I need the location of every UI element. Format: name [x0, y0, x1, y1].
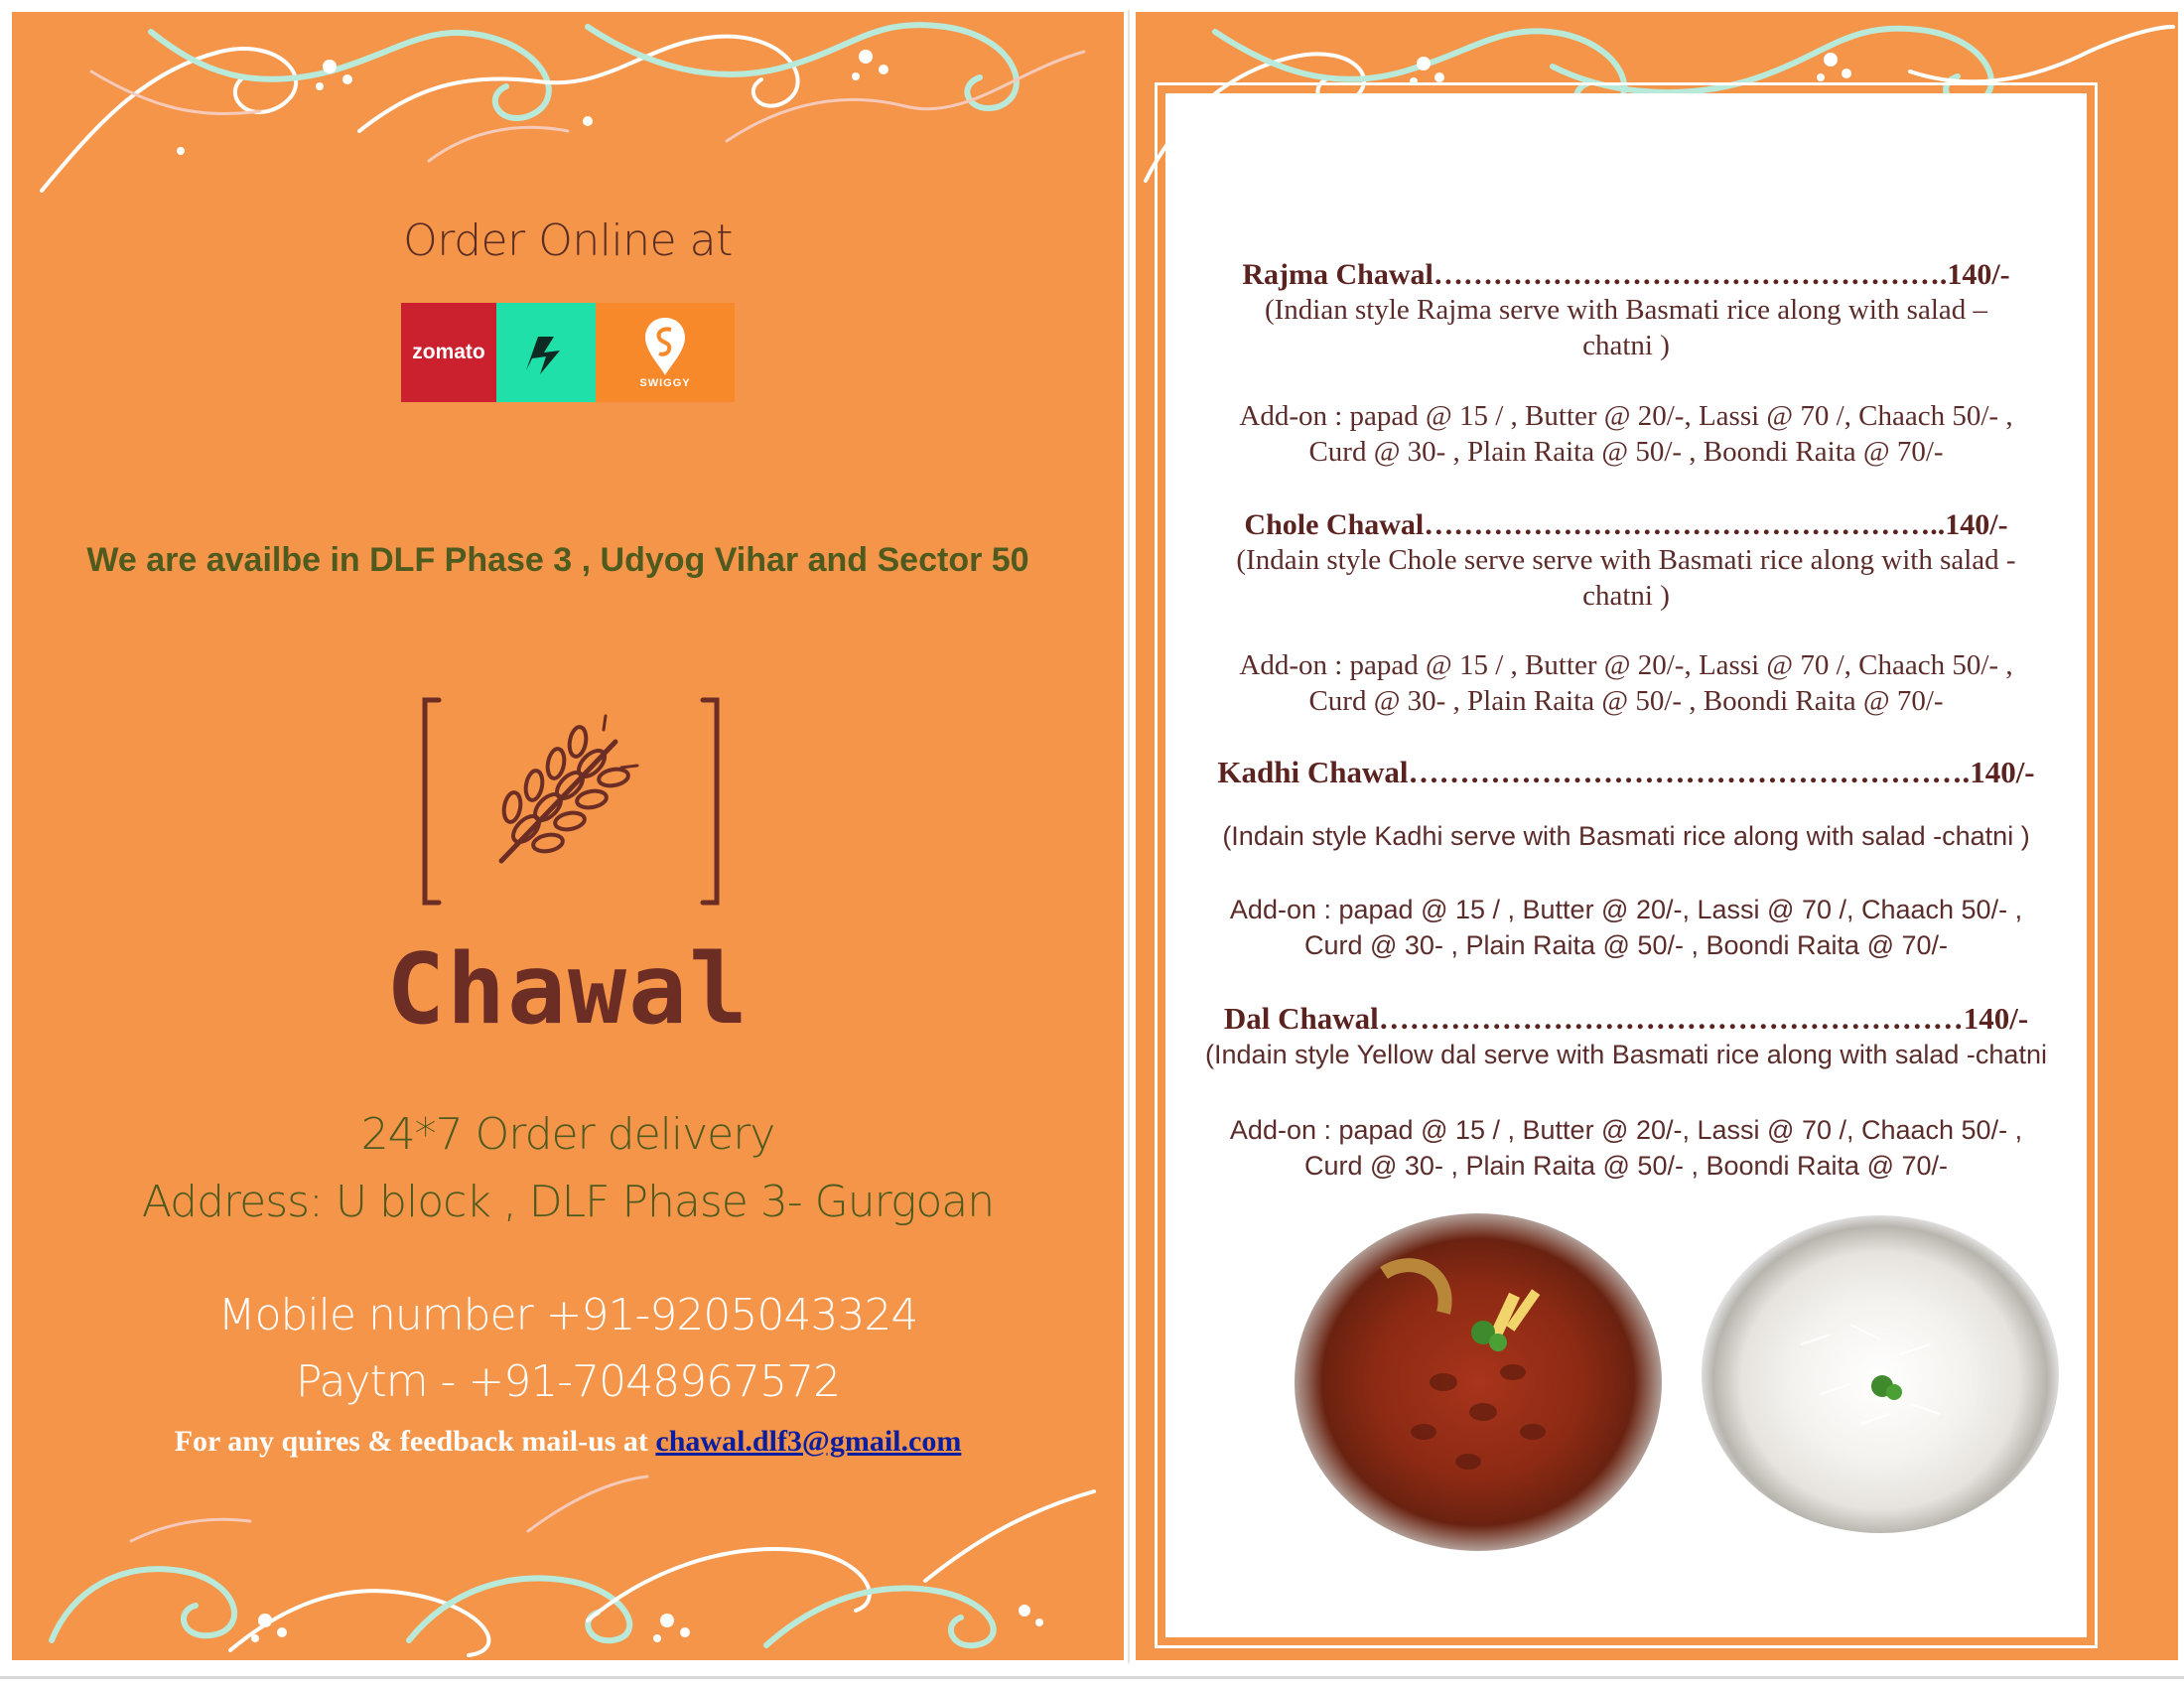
menu-item-description: (Indain style Yellow dal serve with Basmati rice along with salad -chatni — [1205, 1040, 2047, 1069]
swiggy-logo[interactable] — [596, 303, 735, 402]
delivery-hours: 24*7 Order delivery — [360, 1109, 775, 1160]
menu-item-addons: Add-on : papad @ 15 / , Butter @ 20/-, Lassi @ 70 /, Chaach 50/- , — [1239, 400, 2013, 432]
delivery-partner-logos — [401, 303, 735, 402]
menu-item-title: Kadhi Chawal……………………………………………….140/- — [1217, 755, 2035, 789]
menu-item-addons: Curd @ 30- , Plain Raita @ 50/- , Boondi Raita @ 70/- — [1303, 1151, 1948, 1181]
menu-item-addons: Add-on : papad @ 15 / , Butter @ 20/-, Lassi @ 70 /, Chaach 50/- , — [1239, 649, 2013, 681]
menu-item-description: (Indain style Chole serve serve with Basmati rice along with salad - — [1236, 544, 2016, 576]
menu-item-description: chatni ) — [1582, 330, 1670, 361]
menu-item-addons: Add-on : papad @ 15 / , Butter @ 20/-, Lassi @ 70 /, Chaach 50/- , — [1229, 1115, 2023, 1145]
order-online-heading: Order Online at — [403, 215, 733, 266]
mobile-number: Mobile number +91-9205043324 — [217, 1290, 918, 1340]
feedback-text: For any quires & feedback mail-us at — [174, 1425, 656, 1458]
swirl-decoration-bottom — [32, 1472, 1114, 1660]
brand-name: Chawal — [385, 933, 750, 1047]
fold-line — [1128, 10, 1130, 1663]
menu-item-addons: Curd @ 30- , Plain Raita @ 50/- , Boondi Raita @ 70/- — [1308, 685, 1944, 717]
menu-inside-panel — [1136, 12, 2178, 1660]
basmati-rice-photo — [1702, 1215, 2059, 1533]
menu-item-description: (Indian style Rajma serve with Basmati rice along with salad – — [1264, 294, 1988, 326]
address: Address: U block , DLF Phase 3- Gurgoan — [141, 1177, 995, 1227]
page-bottom-line — [0, 1676, 2184, 1679]
swiggy-pin-icon — [643, 316, 687, 377]
menu-card — [1165, 93, 2087, 1637]
menu-front-panel — [12, 12, 1124, 1660]
menu-item-description: (Indain style Kadhi serve with Basmati rice along with salad -chatni ) — [1222, 821, 2030, 851]
swirl-decoration-top — [32, 12, 1114, 201]
menu-item-title: Rajma Chawal…………………………………………….140/- — [1242, 258, 2010, 291]
feedback-line — [12, 1425, 1124, 1459]
menu-item-title: Chole Chawal……………………………………………..140/- — [1244, 508, 2008, 541]
menu-item-addons: Curd @ 30- , Plain Raita @ 50/- , Boondi Raita @ 70/- — [1303, 930, 1948, 960]
menu-item-title: Dal Chawal…………………………………………………140/- — [1223, 1001, 2029, 1036]
feedback-email-link[interactable]: chawal.dlf3@gmail.com — [655, 1425, 962, 1458]
magicpin-bolt-icon — [516, 323, 576, 382]
zomato-logo[interactable] — [401, 303, 496, 402]
rajma-dish-photo — [1295, 1213, 1662, 1551]
availability-text: We are availbe in DLF Phase 3 , Udyog Vihar and Sector 50 — [86, 541, 1029, 579]
paytm-number: Paytm - +91-7048967572 — [295, 1356, 841, 1407]
magicpin-logo[interactable] — [496, 303, 596, 402]
menu-item-description: chatni ) — [1582, 580, 1670, 612]
wheat-icon — [417, 682, 725, 920]
zomato-logo-text: zomato — [412, 341, 485, 363]
menu-item-addons: Add-on : papad @ 15 / , Butter @ 20/-, Lassi @ 70 /, Chaach 50/- , — [1229, 895, 2023, 924]
swiggy-logo-text: SWIGGY — [639, 377, 691, 389]
menu-item-addons: Curd @ 30- , Plain Raita @ 50/- , Boondi Raita @ 70/- — [1308, 436, 1944, 468]
